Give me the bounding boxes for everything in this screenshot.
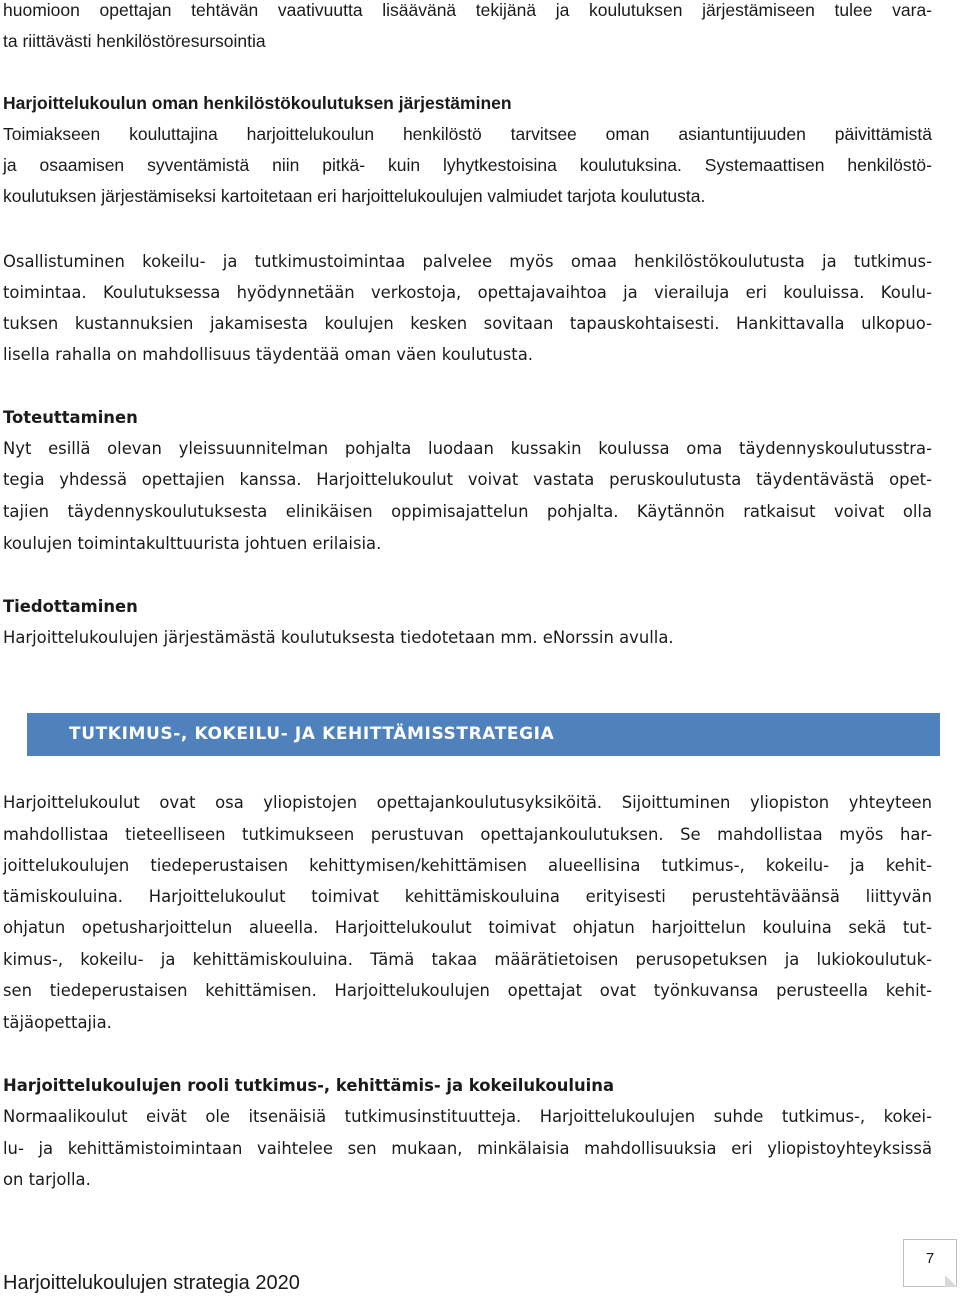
- paragraph-line: täjäopettajia.: [3, 1013, 112, 1032]
- paragraph-line: koulujen toimintakulttuurista johtuen erilaisia.: [3, 534, 382, 553]
- paragraph-line: tajien täydennyskoulutuksesta elinikäisen oppimisajattelun pohjalta. Käytännön ratkaisut voivat olla: [3, 502, 932, 521]
- paragraph-line: ohjatun opetusharjoittelun alueella. Harjoittelukoulut toimivat ohjatun harjoittelun kouluina sekä tut-: [3, 918, 932, 937]
- paragraph-line: Harjoittelukoulut ovat osa yliopistojen opettajankoulutusyksiköitä. Sijoittuminen yliopiston yhteyteen: [3, 793, 932, 812]
- paragraph-line: Nyt esillä olevan yleissuunnitelman pohjalta luodaan kussakin koulussa oma täydennyskoulutusstra-: [3, 439, 932, 458]
- paragraph-line: sen tiedeperustaisen kehittämisen. Harjoittelukoulujen opettajat ovat työnkuvansa perusteella kehit-: [3, 981, 932, 1000]
- paragraph-line: ta riittävästi henkilöstöresursointia: [3, 31, 266, 51]
- paragraph-line: tämiskouluina. Harjoittelukoulut toimivat kehittämiskouluina erityisesti perustehtäväänsä liittyvän: [3, 887, 932, 906]
- section-heading: Toteuttaminen: [3, 408, 138, 427]
- paragraph-line: tuksen kustannuksien jakamisesta koulujen kesken sovitaan tapauskohtaisesti. Hankittavalla ulkopuo-: [3, 314, 932, 333]
- section-banner: [27, 713, 940, 756]
- paragraph-line: Osallistuminen kokeilu- ja tutkimustoimintaa palvelee myös omaa henkilöstökoulutusta ja tutkimus-: [3, 252, 932, 271]
- paragraph-line: toimintaa. Koulutuksessa hyödynnetään verkostoja, opettajavaihtoa ja vierailuja eri kouluissa. Koulu-: [3, 283, 932, 302]
- footer-document-title: Harjoittelukoulujen strategia 2020: [3, 1272, 300, 1294]
- section-banner-title: TUTKIMUS-, KOKEILU- JA KEHITTÄMISSTRATEGIA: [69, 724, 555, 744]
- section-heading: Tiedottaminen: [3, 597, 138, 616]
- paragraph-line: kimus-, kokeilu- ja kehittämiskouluina. Tämä takaa määrätietoisen perusopetuksen ja lukiokoulutuk-: [3, 950, 932, 969]
- paragraph-line: on tarjolla.: [3, 1170, 91, 1189]
- page-number: 7: [925, 1250, 935, 1267]
- paragraph-line: lisella rahalla on mahdollisuus täydentää oman väen koulutusta.: [3, 345, 533, 364]
- paragraph-line: Harjoittelukoulujen järjestämästä koulutuksesta tiedotetaan mm. eNorssin avulla.: [3, 628, 674, 647]
- paragraph-line: huomioon opettajan tehtävän vaativuutta lisäävänä tekijänä ja koulutuksen järjestämiseen tulee vara-: [3, 0, 932, 20]
- paragraph-line: tegia yhdessä opettajien kanssa. Harjoittelukoulut voivat vastata peruskoulutusta täydentävästä opet-: [3, 470, 932, 489]
- section-heading: Harjoittelukoulun oman henkilöstökoulutuksen järjestäminen: [3, 93, 512, 113]
- paragraph-line: mahdollistaa tieteelliseen tutkimukseen perustuvan opettajankoulutuksen. Se mahdollistaa myös har-: [3, 825, 932, 844]
- paragraph-line: ja osaamisen syventämistä niin pitkä- kuin lyhytkestoisina koulutuksina. Systemaattisen henkilöstö-: [3, 155, 932, 175]
- paragraph-line: koulutuksen järjestämiseksi kartoitetaan eri harjoittelukoulujen valmiudet tarjota koulutusta.: [3, 186, 706, 206]
- paragraph-line: Normaalikoulut eivät ole itsenäisiä tutkimusinstituutteja. Harjoittelukoulujen suhde tutkimus-, kokei-: [3, 1107, 932, 1126]
- paragraph-line: joittelukoulujen tiedeperustaisen kehittymisen/kehittämisen alueellisina tutkimus-, kokeilu- ja kehit-: [3, 856, 932, 875]
- section-heading: Harjoittelukoulujen rooli tutkimus-, kehittämis- ja kokeilukouluina: [3, 1076, 615, 1095]
- paragraph-line: lu- ja kehittämistoimintaan vaihtelee sen mukaan, minkälaisia mahdollisuuksia eri yliopistoyhteyksissä: [3, 1139, 932, 1158]
- page-number-box: [903, 1239, 957, 1287]
- paragraph-line: Toimiakseen kouluttajina harjoittelukoulun henkilöstö tarvitsee oman asiantuntijuuden päivittämistä: [3, 124, 932, 144]
